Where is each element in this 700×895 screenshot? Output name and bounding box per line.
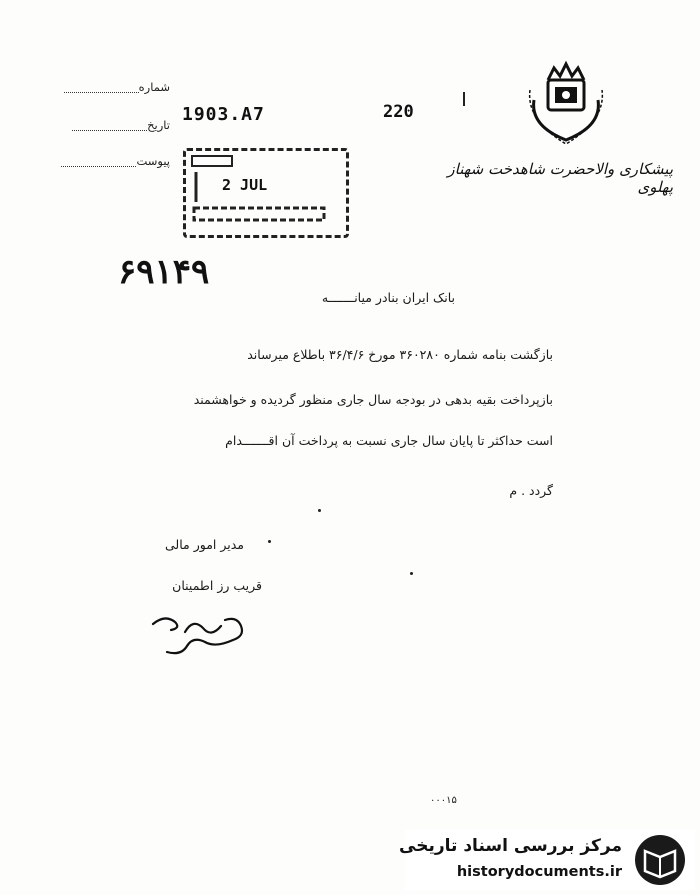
ink-speck	[268, 540, 271, 543]
archive-watermark	[399, 830, 695, 890]
attachment-line	[30, 154, 170, 168]
book-logo-icon	[633, 833, 687, 887]
signer-title: مدیر امور مالی	[165, 537, 244, 552]
date-label: تاریخ	[147, 118, 170, 132]
footer-mark: ۰۰۰۱۵	[430, 795, 457, 806]
body-line-2: بازپرداخت بقیه بدهی در بودجه سال جاری منظور گردیده و خواهشمند	[193, 392, 553, 407]
stamp-date: 2 JUL	[222, 176, 268, 194]
reference-number: 220	[383, 102, 414, 122]
attachment-label: پیوست	[136, 154, 170, 168]
handwritten-signature	[145, 612, 250, 662]
body-line-1: بازگشت بنامه شماره ۳۶۰۲۸۰ مورخ ۳۶/۴/۶ باطلاع میرساند	[247, 347, 553, 362]
date-line	[30, 118, 170, 132]
signer-name: قریب رز اطمینان	[172, 578, 262, 593]
crown-emblem-icon	[520, 60, 612, 146]
handwritten-number: ۶۹۱۴۹	[118, 252, 210, 292]
margin-mark	[463, 92, 465, 106]
body-line-4: گردد . م	[509, 483, 553, 498]
watermark-url: historydocuments.ir	[456, 864, 622, 880]
body-line-3: است حداکثر تا پایان سال جاری نسبت به پرداخت آن اقـــــــدام	[225, 433, 553, 448]
number-label: شماره	[138, 80, 170, 94]
reference-code: 1903.A7	[182, 104, 265, 125]
office-title: پیشکاری والاحضرت شاهدخت شهناز پهلوی	[447, 160, 673, 196]
number-line	[30, 80, 170, 94]
watermark-title: مرکز بررسی اسناد تاریخی	[399, 836, 622, 856]
addressee: بانک ایران بنادر میانـــــــه	[321, 290, 455, 305]
ink-speck	[318, 509, 321, 512]
ink-speck	[410, 572, 413, 575]
